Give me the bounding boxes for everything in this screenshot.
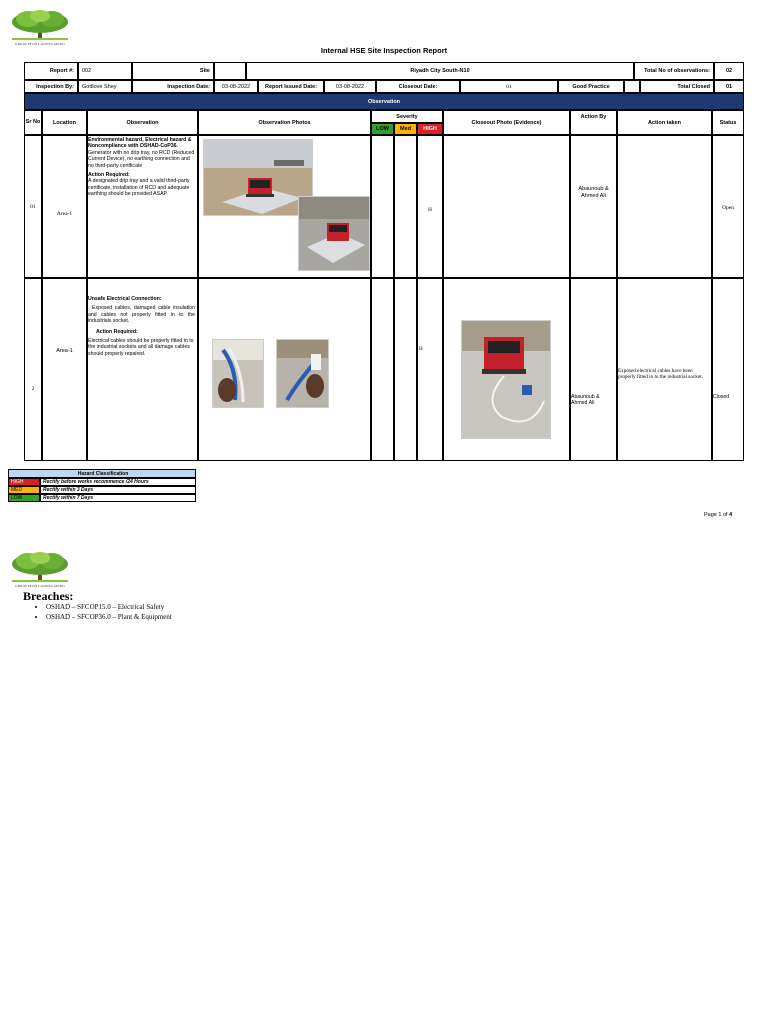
hazard-level-low: LOW xyxy=(8,494,40,502)
row1-status: Open xyxy=(712,135,744,278)
col-severity-low: LOW xyxy=(371,123,394,135)
site-value: Riyadh City South-N10 xyxy=(246,62,634,80)
row2-obs-text: Exposed cables, damaged cable insulation and cables not properly fitted in to the industrials socket. xyxy=(88,305,195,325)
row1-photo-generator-2 xyxy=(298,196,370,271)
hazard-desc-low: Rectify within 7 Days xyxy=(40,494,196,502)
closeout-date-label: Closeout Date: xyxy=(376,80,460,93)
col-closeout-photo: Closeout Photo (Evidence) xyxy=(443,110,570,135)
row1-sr: 01 xyxy=(24,135,42,278)
hazard-level-high: HIGH xyxy=(8,478,40,486)
total-closed-value: 01 xyxy=(714,80,744,93)
hazard-classification-title: Hazard Classification xyxy=(8,469,196,478)
tree-logo-icon xyxy=(8,8,72,42)
report-title: Internal HSE Site Inspection Report xyxy=(320,46,448,55)
closeout-date-value: 01 xyxy=(460,80,558,93)
hazard-level-med: MED xyxy=(8,486,40,494)
col-location: Location xyxy=(42,110,87,135)
row1-action-taken xyxy=(617,135,712,278)
col-severity-med: Med xyxy=(394,123,417,135)
breaches-title: Breaches: xyxy=(23,589,74,603)
logo-tagline: GREATTECH LANDSCAPING xyxy=(14,42,66,46)
breach-item: • OSHAD – SFCOP36.0 – Plant & Equipment xyxy=(46,612,172,622)
company-logo-page2 xyxy=(8,550,72,586)
company-logo xyxy=(8,8,72,44)
observation-bar: Observation xyxy=(24,93,744,110)
row2-action-taken: Exposed electrical cables have been properly fitted in to the industrial socket. xyxy=(618,368,703,381)
col-action-taken: Action taken xyxy=(617,110,712,135)
row2-action-required-label: Action Required: xyxy=(96,328,138,335)
row1-location: Area-1 xyxy=(42,135,87,278)
col-status: Status xyxy=(712,110,744,135)
row1-obs-title: Environmental hazard, Electrical hazard & Noncompliance with OSHAD-CoP36. xyxy=(88,137,192,150)
row2-location: Area-1 xyxy=(42,278,87,461)
good-practice-label: Good Practice xyxy=(558,80,624,93)
logo-tagline-page2: GREATTECH LANDSCAPING xyxy=(14,584,66,588)
hazard-desc-med: Rectify within 3 Days xyxy=(40,486,196,494)
report-no-value: 002 xyxy=(78,62,132,80)
col-action-by: Action By xyxy=(570,110,617,135)
row1-photo-generator xyxy=(203,139,313,216)
inspection-by-value: Godlove Shey xyxy=(78,80,132,93)
site-label: Site xyxy=(132,62,214,80)
row2-obs-title: Unsafe Electrical Connection: xyxy=(88,296,162,302)
hazard-desc-high: Rectify before works recommence /24 Hours xyxy=(40,478,196,486)
row1-action-required: A designated drip tray and a valid third-party certificate, installation of RCD and adequate earthing should be provided ASAP. xyxy=(88,178,190,198)
issued-date-value: 03-08-2022 xyxy=(324,80,376,93)
row2-sr: 2 xyxy=(24,278,42,461)
row2-sev-low xyxy=(371,278,394,461)
issued-date-label: Report Issued Date: xyxy=(258,80,324,93)
total-observations-label: Total No of observations: xyxy=(634,62,714,80)
page-number xyxy=(704,512,732,518)
row1-sev-med xyxy=(394,135,417,278)
row2-sev-med xyxy=(394,278,417,461)
row2-photo-cable-2 xyxy=(276,339,329,408)
tree-logo-icon xyxy=(8,550,72,584)
row2-action-required: Electrical cables should be properly fitted in to the industrial sockets and all damage cables should properly repaired. xyxy=(88,338,194,357)
inspection-by-label: Inspection By: xyxy=(24,80,78,93)
page-number-total: 4 xyxy=(729,512,733,518)
row1-obs-text: Generator with no drip tray, no RCD (Reduced Current Device), no earthing connection and no third-party certificate xyxy=(88,149,195,169)
col-severity-high: HIGH xyxy=(417,123,443,135)
row2-severity: H xyxy=(419,346,423,352)
row2-action-by: Abaunoub & Ahmed Ali xyxy=(571,394,600,407)
row2-status: Closed xyxy=(713,394,730,400)
row1-action-by: Abaunoub & Ahmed Ali xyxy=(570,135,617,278)
row2-photo-cable-1 xyxy=(212,339,264,408)
row1-action-required-label: Action Required: xyxy=(88,172,130,179)
row1-sev-high: H xyxy=(417,135,443,278)
row2-action-by-cell xyxy=(570,278,617,461)
row2-status-cell xyxy=(712,278,744,461)
breach-item: • OSHAD – SFCOP15.0 – Electrical Safety xyxy=(46,602,172,612)
total-observations-value: 02 xyxy=(714,62,744,80)
report-no-label: Report #: xyxy=(24,62,78,80)
row2-observation xyxy=(88,296,195,357)
col-observation: Observation xyxy=(87,110,198,135)
inspection-date-value: 03-08-2022 xyxy=(214,80,258,93)
col-sr-no: Sr No xyxy=(24,110,42,135)
good-practice-value xyxy=(624,80,640,93)
inspection-date-label: Inspection Date: xyxy=(132,80,214,93)
row2-sev-high xyxy=(417,278,443,461)
row1-sev-low xyxy=(371,135,394,278)
page-number-prefix: Page 1 of xyxy=(704,512,730,518)
breaches-list xyxy=(30,602,172,622)
total-closed-label: Total Closed xyxy=(640,80,714,93)
row1-observation xyxy=(88,137,196,198)
col-severity: Severity xyxy=(371,110,443,123)
row2-closeout-photo xyxy=(461,320,551,439)
row1-closeout-photo xyxy=(443,135,570,278)
col-photos: Observation Photos xyxy=(198,110,371,135)
site-blank xyxy=(214,62,246,80)
